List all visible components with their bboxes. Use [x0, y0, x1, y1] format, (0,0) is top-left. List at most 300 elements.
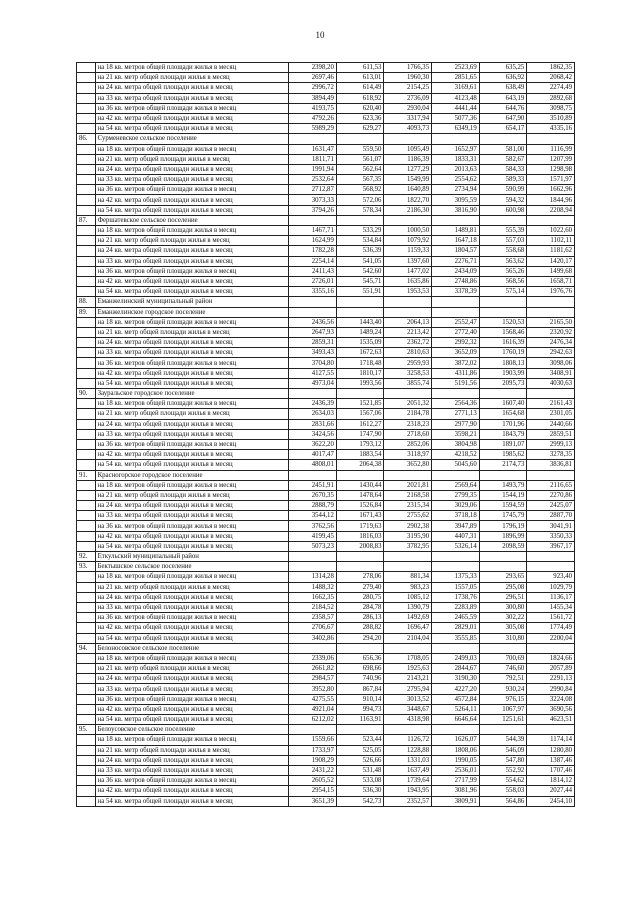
- value-cell: 2554,62: [432, 175, 480, 185]
- value-cell: 4335,16: [527, 124, 575, 134]
- value-cell: 2999,13: [527, 439, 575, 449]
- section-title: Сурменевское сельское поселение: [95, 134, 289, 144]
- value-cell: 1993,56: [336, 378, 384, 388]
- row-label: на 42 кв. метра общей площади жилья в месяц: [95, 113, 289, 123]
- row-number: [77, 490, 96, 500]
- value-cell: 1843,79: [479, 429, 527, 439]
- value-cell: 3782,95: [384, 541, 432, 551]
- value-cell: 542,60: [336, 266, 384, 276]
- value-cell: 1390,79: [384, 602, 432, 612]
- value-cell: 2027,44: [527, 786, 575, 796]
- value-cell: [527, 215, 575, 225]
- value-cell: 2634,03: [289, 409, 337, 419]
- value-cell: [479, 389, 527, 399]
- row-number: [77, 103, 96, 113]
- value-cell: 1822,70: [384, 195, 432, 205]
- value-cell: 792,51: [479, 674, 527, 684]
- value-cell: 1760,19: [479, 348, 527, 358]
- value-cell: 302,22: [479, 613, 527, 623]
- value-cell: 4218,52: [432, 450, 480, 460]
- row-label: на 18 кв. метров общей площади жилья в месяц: [95, 735, 289, 745]
- value-cell: 1331,03: [384, 755, 432, 765]
- value-cell: 1976,76: [527, 287, 575, 297]
- tariff-table-body: [77, 63, 575, 807]
- value-cell: [432, 297, 480, 307]
- value-cell: 4792,26: [289, 113, 337, 123]
- value-cell: 310,80: [479, 633, 527, 643]
- row-label: на 24 кв. метра общей площади жилья в месяц: [95, 755, 289, 765]
- row-label: на 36 кв. метров общей площади жилья в месяц: [95, 103, 289, 113]
- value-cell: 3378,39: [432, 287, 480, 297]
- row-number: [77, 511, 96, 521]
- table-row: [77, 93, 575, 103]
- row-label: на 36 кв. метров общей площади жилья в месяц: [95, 776, 289, 786]
- table-row: [77, 205, 575, 215]
- value-cell: 4193,75: [289, 103, 337, 113]
- row-label: на 54 кв. метра общей площади жилья в месяц: [95, 287, 289, 297]
- value-cell: [336, 215, 384, 225]
- table-row: [77, 501, 575, 511]
- value-cell: 575,14: [479, 287, 527, 297]
- row-label: на 42 кв. метра общей площади жилья в месяц: [95, 623, 289, 633]
- value-cell: 2440,66: [527, 419, 575, 429]
- value-cell: 654,17: [479, 124, 527, 134]
- value-cell: 2605,52: [289, 776, 337, 786]
- value-cell: 3598,21: [432, 429, 480, 439]
- value-cell: [336, 307, 384, 317]
- value-cell: 1745,79: [479, 511, 527, 521]
- value-cell: 2996,72: [289, 83, 337, 93]
- row-label: на 33 кв. метра общей площади жилья в месяц: [95, 429, 289, 439]
- value-cell: 2647,93: [289, 327, 337, 337]
- row-number: [77, 419, 96, 429]
- section-title: Фершатевское сельское поселение: [95, 215, 289, 225]
- value-cell: 3762,56: [289, 521, 337, 531]
- value-cell: 994,73: [336, 704, 384, 714]
- row-number: [77, 480, 96, 490]
- row-number: [77, 582, 96, 592]
- value-cell: 618,92: [336, 93, 384, 103]
- value-cell: 2984,57: [289, 674, 337, 684]
- row-number: [77, 450, 96, 460]
- value-cell: 284,78: [336, 602, 384, 612]
- value-cell: 656,36: [336, 653, 384, 663]
- value-cell: 2068,42: [527, 73, 575, 83]
- value-cell: 1478,64: [336, 490, 384, 500]
- value-cell: 3947,89: [432, 521, 480, 531]
- row-label: на 21 кв. метр общей площади жилья в месяц: [95, 409, 289, 419]
- value-cell: [289, 725, 337, 735]
- row-number: 86.: [77, 134, 96, 144]
- row-number: [77, 378, 96, 388]
- table-row: [77, 633, 575, 643]
- value-cell: 4623,51: [527, 715, 575, 725]
- value-cell: 1774,49: [527, 623, 575, 633]
- value-cell: 533,29: [336, 226, 384, 236]
- value-cell: 594,32: [479, 195, 527, 205]
- value-cell: 2301,05: [527, 409, 575, 419]
- row-number: [77, 776, 96, 786]
- value-cell: 4227,20: [432, 684, 480, 694]
- row-label: на 21 кв. метр общей площади жилья в месяц: [95, 236, 289, 246]
- table-row: [77, 439, 575, 449]
- row-label: на 42 кв. метра общей площади жилья в месяц: [95, 786, 289, 796]
- row-label: на 33 кв. метра общей площади жилья в месяц: [95, 684, 289, 694]
- value-cell: 910,14: [336, 694, 384, 704]
- value-cell: 1455,34: [527, 602, 575, 612]
- value-cell: 3718,18: [432, 511, 480, 521]
- value-cell: 1990,05: [432, 755, 480, 765]
- value-cell: [479, 725, 527, 735]
- value-cell: 2706,67: [289, 623, 337, 633]
- row-label: на 21 кв. метр общей площади жилья в месяц: [95, 327, 289, 337]
- value-cell: 1719,63: [336, 521, 384, 531]
- value-cell: 1420,17: [527, 256, 575, 266]
- value-cell: 2168,58: [384, 490, 432, 500]
- value-cell: 5045,60: [432, 460, 480, 470]
- table-row: [77, 674, 575, 684]
- value-cell: 1526,84: [336, 501, 384, 511]
- value-cell: 5326,14: [432, 541, 480, 551]
- row-number: [77, 409, 96, 419]
- row-number: [77, 205, 96, 215]
- row-label: на 54 кв. метра общей площади жилья в месяц: [95, 460, 289, 470]
- value-cell: 1280,80: [527, 745, 575, 755]
- table-row: [77, 124, 575, 134]
- table-row: [77, 399, 575, 409]
- value-cell: 1489,81: [432, 226, 480, 236]
- row-label: на 18 кв. метров общей площади жилья в месяц: [95, 480, 289, 490]
- table-row: [77, 276, 575, 286]
- value-cell: [479, 470, 527, 480]
- value-cell: 2208,94: [527, 205, 575, 215]
- value-cell: 2831,66: [289, 419, 337, 429]
- value-cell: 1793,12: [336, 439, 384, 449]
- row-label: на 33 кв. метра общей площади жилья в месяц: [95, 602, 289, 612]
- table-row: [77, 623, 575, 633]
- section-title: Красногорское городское поселение: [95, 470, 289, 480]
- value-cell: 1079,92: [384, 236, 432, 246]
- value-cell: 3704,80: [289, 358, 337, 368]
- value-cell: 1747,90: [336, 429, 384, 439]
- row-label: на 24 кв. метра общей площади жилья в месяц: [95, 164, 289, 174]
- value-cell: 643,19: [479, 93, 527, 103]
- table-row: [77, 582, 575, 592]
- value-cell: 1833,31: [432, 154, 480, 164]
- row-number: [77, 358, 96, 368]
- value-cell: 1844,96: [527, 195, 575, 205]
- value-cell: 740,96: [336, 674, 384, 684]
- row-number: 92.: [77, 552, 96, 562]
- value-cell: 881,34: [384, 572, 432, 582]
- value-cell: 1766,35: [384, 63, 432, 73]
- value-cell: 3967,17: [527, 541, 575, 551]
- value-cell: 1985,62: [479, 450, 527, 460]
- value-cell: 1594,59: [479, 501, 527, 511]
- table-row: [77, 460, 575, 470]
- value-cell: 534,84: [336, 236, 384, 246]
- value-cell: 1696,47: [384, 623, 432, 633]
- row-number: [77, 317, 96, 327]
- value-cell: 1499,68: [527, 266, 575, 276]
- value-cell: 1544,19: [479, 490, 527, 500]
- table-row: [77, 796, 575, 806]
- value-cell: 584,33: [479, 164, 527, 174]
- row-number: [77, 735, 96, 745]
- value-cell: 2499,03: [432, 653, 480, 663]
- row-label: на 54 кв. метра общей площади жилья в месяц: [95, 633, 289, 643]
- value-cell: 558,03: [479, 786, 527, 796]
- table-row: [77, 164, 575, 174]
- value-cell: 589,33: [479, 175, 527, 185]
- value-cell: 1489,24: [336, 327, 384, 337]
- value-cell: 2930,04: [384, 103, 432, 113]
- value-cell: 1375,33: [432, 572, 480, 582]
- value-cell: 1616,39: [479, 338, 527, 348]
- row-number: [77, 154, 96, 164]
- value-cell: 542,73: [336, 796, 384, 806]
- value-cell: 3804,98: [432, 439, 480, 449]
- row-label: на 36 кв. метров общей площади жилья в месяц: [95, 439, 289, 449]
- value-cell: 2254,14: [289, 256, 337, 266]
- value-cell: 2755,62: [384, 511, 432, 521]
- table-row: [77, 83, 575, 93]
- row-label: на 54 кв. метра общей площади жилья в месяц: [95, 378, 289, 388]
- value-cell: [432, 470, 480, 480]
- value-cell: 546,09: [479, 745, 527, 755]
- value-cell: 2116,65: [527, 480, 575, 490]
- value-cell: 1520,53: [479, 317, 527, 327]
- value-cell: 1567,06: [336, 409, 384, 419]
- row-number: [77, 755, 96, 765]
- value-cell: 1707,46: [527, 765, 575, 775]
- value-cell: 2734,94: [432, 185, 480, 195]
- row-number: [77, 399, 96, 409]
- value-cell: 1612,27: [336, 419, 384, 429]
- value-cell: 4017,47: [289, 450, 337, 460]
- row-label: на 54 кв. метра общей площади жилья в месяц: [95, 205, 289, 215]
- row-number: [77, 195, 96, 205]
- value-cell: 5191,56: [432, 378, 480, 388]
- page-number: 10: [315, 30, 325, 40]
- table-row: [77, 664, 575, 674]
- row-number: [77, 327, 96, 337]
- value-cell: 3652,80: [384, 460, 432, 470]
- row-number: [77, 501, 96, 511]
- value-cell: 1492,69: [384, 613, 432, 623]
- value-cell: [432, 307, 480, 317]
- value-cell: 1277,29: [384, 164, 432, 174]
- row-number: [77, 185, 96, 195]
- value-cell: 2213,42: [384, 327, 432, 337]
- table-row: [77, 613, 575, 623]
- value-cell: 1953,53: [384, 287, 432, 297]
- value-cell: 294,20: [336, 633, 384, 643]
- value-cell: 1186,39: [384, 154, 432, 164]
- value-cell: 2276,71: [432, 256, 480, 266]
- value-cell: 2398,20: [289, 63, 337, 73]
- row-number: [77, 602, 96, 612]
- row-number: [77, 287, 96, 297]
- table-row: [77, 735, 575, 745]
- row-label: на 24 кв. метра общей площади жилья в месяц: [95, 419, 289, 429]
- value-cell: [527, 643, 575, 653]
- value-cell: 286,13: [336, 613, 384, 623]
- value-cell: 3448,67: [384, 704, 432, 714]
- row-number: 89.: [77, 307, 96, 317]
- value-cell: 1430,44: [336, 480, 384, 490]
- value-cell: 2008,83: [336, 541, 384, 551]
- value-cell: 647,90: [479, 113, 527, 123]
- value-cell: 305,08: [479, 623, 527, 633]
- table-row: [77, 450, 575, 460]
- value-cell: 1022,60: [527, 226, 575, 236]
- value-cell: 611,53: [336, 63, 384, 73]
- row-label: на 36 кв. метров общей площади жилья в месяц: [95, 358, 289, 368]
- value-cell: 3029,06: [432, 501, 480, 511]
- value-cell: [336, 725, 384, 735]
- value-cell: 5073,23: [289, 541, 337, 551]
- value-cell: 5989,29: [289, 124, 337, 134]
- value-cell: 976,15: [479, 694, 527, 704]
- value-cell: 2064,13: [384, 317, 432, 327]
- value-cell: 1136,17: [527, 592, 575, 602]
- row-number: [77, 715, 96, 725]
- table-row: [77, 511, 575, 521]
- value-cell: 5077,36: [432, 113, 480, 123]
- value-cell: [384, 552, 432, 562]
- row-number: [77, 674, 96, 684]
- value-cell: 1174,14: [527, 735, 575, 745]
- row-label: на 18 кв. метров общей площади жилья в месяц: [95, 399, 289, 409]
- value-cell: 2064,38: [336, 460, 384, 470]
- table-row: [77, 287, 575, 297]
- value-cell: 554,62: [479, 776, 527, 786]
- row-number: [77, 592, 96, 602]
- value-cell: 1718,48: [336, 358, 384, 368]
- value-cell: [527, 134, 575, 144]
- value-cell: 1672,63: [336, 348, 384, 358]
- value-cell: 638,49: [479, 83, 527, 93]
- value-cell: 614,49: [336, 83, 384, 93]
- value-cell: 3402,86: [289, 633, 337, 643]
- row-label: на 24 кв. метра общей площади жилья в месяц: [95, 674, 289, 684]
- value-cell: 1991,94: [289, 164, 337, 174]
- value-cell: 2013,63: [432, 164, 480, 174]
- row-number: [77, 704, 96, 714]
- value-cell: [336, 297, 384, 307]
- table-row: [77, 246, 575, 256]
- value-cell: 1521,85: [336, 399, 384, 409]
- value-cell: 2748,86: [432, 276, 480, 286]
- row-label: на 33 кв. метра общей площади жилья в месяц: [95, 256, 289, 266]
- table-row: [77, 755, 575, 765]
- value-cell: [479, 552, 527, 562]
- table-row: [77, 348, 575, 358]
- value-cell: 2887,70: [527, 511, 575, 521]
- row-label: на 21 кв. метр общей площади жилья в месяц: [95, 490, 289, 500]
- value-cell: 3555,85: [432, 633, 480, 643]
- row-label: на 21 кв. метр общей площади жилья в месяц: [95, 73, 289, 83]
- value-cell: 1943,95: [384, 786, 432, 796]
- row-number: [77, 439, 96, 449]
- row-number: [77, 796, 96, 806]
- row-number: [77, 786, 96, 796]
- table-row: [77, 226, 575, 236]
- value-cell: 1207,99: [527, 154, 575, 164]
- section-header-row: [77, 643, 575, 653]
- table-row: [77, 419, 575, 429]
- value-cell: [289, 470, 337, 480]
- row-number: [77, 531, 96, 541]
- value-cell: 1159,33: [384, 246, 432, 256]
- value-cell: 1647,18: [432, 236, 480, 246]
- value-cell: 2888,79: [289, 501, 337, 511]
- section-header-row: [77, 215, 575, 225]
- value-cell: 4127,55: [289, 368, 337, 378]
- value-cell: 2434,09: [432, 266, 480, 276]
- value-cell: 4030,63: [527, 378, 575, 388]
- value-cell: 525,05: [336, 745, 384, 755]
- value-cell: 2670,35: [289, 490, 337, 500]
- value-cell: 3952,80: [289, 684, 337, 694]
- value-cell: 3013,52: [384, 694, 432, 704]
- value-cell: 2362,72: [384, 338, 432, 348]
- row-number: [77, 694, 96, 704]
- value-cell: 2844,67: [432, 664, 480, 674]
- value-cell: 1181,62: [527, 246, 575, 256]
- value-cell: 4123,48: [432, 93, 480, 103]
- value-cell: 3652,09: [432, 348, 480, 358]
- value-cell: 2772,40: [432, 327, 480, 337]
- section-title: Белоносовское сельское поселение: [95, 643, 289, 653]
- row-number: 94.: [77, 643, 96, 653]
- section-header-row: [77, 297, 575, 307]
- value-cell: 3098,75: [527, 103, 575, 113]
- row-label: на 24 кв. метра общей площади жилья в месяц: [95, 592, 289, 602]
- value-cell: 2536,01: [432, 765, 480, 775]
- value-cell: 1814,12: [527, 776, 575, 786]
- section-title: Белоусовское сельское поселение: [95, 725, 289, 735]
- value-cell: 629,27: [336, 124, 384, 134]
- table-row: [77, 368, 575, 378]
- table-row: [77, 521, 575, 531]
- row-number: [77, 256, 96, 266]
- value-cell: 1626,07: [432, 735, 480, 745]
- row-number: [77, 266, 96, 276]
- value-cell: 1738,76: [432, 592, 480, 602]
- value-cell: 3544,12: [289, 511, 337, 521]
- table-row: [77, 490, 575, 500]
- row-number: [77, 429, 96, 439]
- table-row: [77, 266, 575, 276]
- value-cell: 620,40: [336, 103, 384, 113]
- value-cell: [432, 215, 480, 225]
- value-cell: 2852,06: [384, 439, 432, 449]
- table-row: [77, 776, 575, 786]
- value-cell: 565,26: [479, 266, 527, 276]
- value-cell: 3258,53: [384, 368, 432, 378]
- row-number: [77, 93, 96, 103]
- value-cell: 1559,66: [289, 735, 337, 745]
- value-cell: 2051,32: [384, 399, 432, 409]
- value-cell: 2154,25: [384, 83, 432, 93]
- value-cell: 3894,49: [289, 93, 337, 103]
- value-cell: 526,66: [336, 755, 384, 765]
- value-cell: [527, 552, 575, 562]
- value-cell: [527, 562, 575, 572]
- value-cell: 564,86: [479, 796, 527, 806]
